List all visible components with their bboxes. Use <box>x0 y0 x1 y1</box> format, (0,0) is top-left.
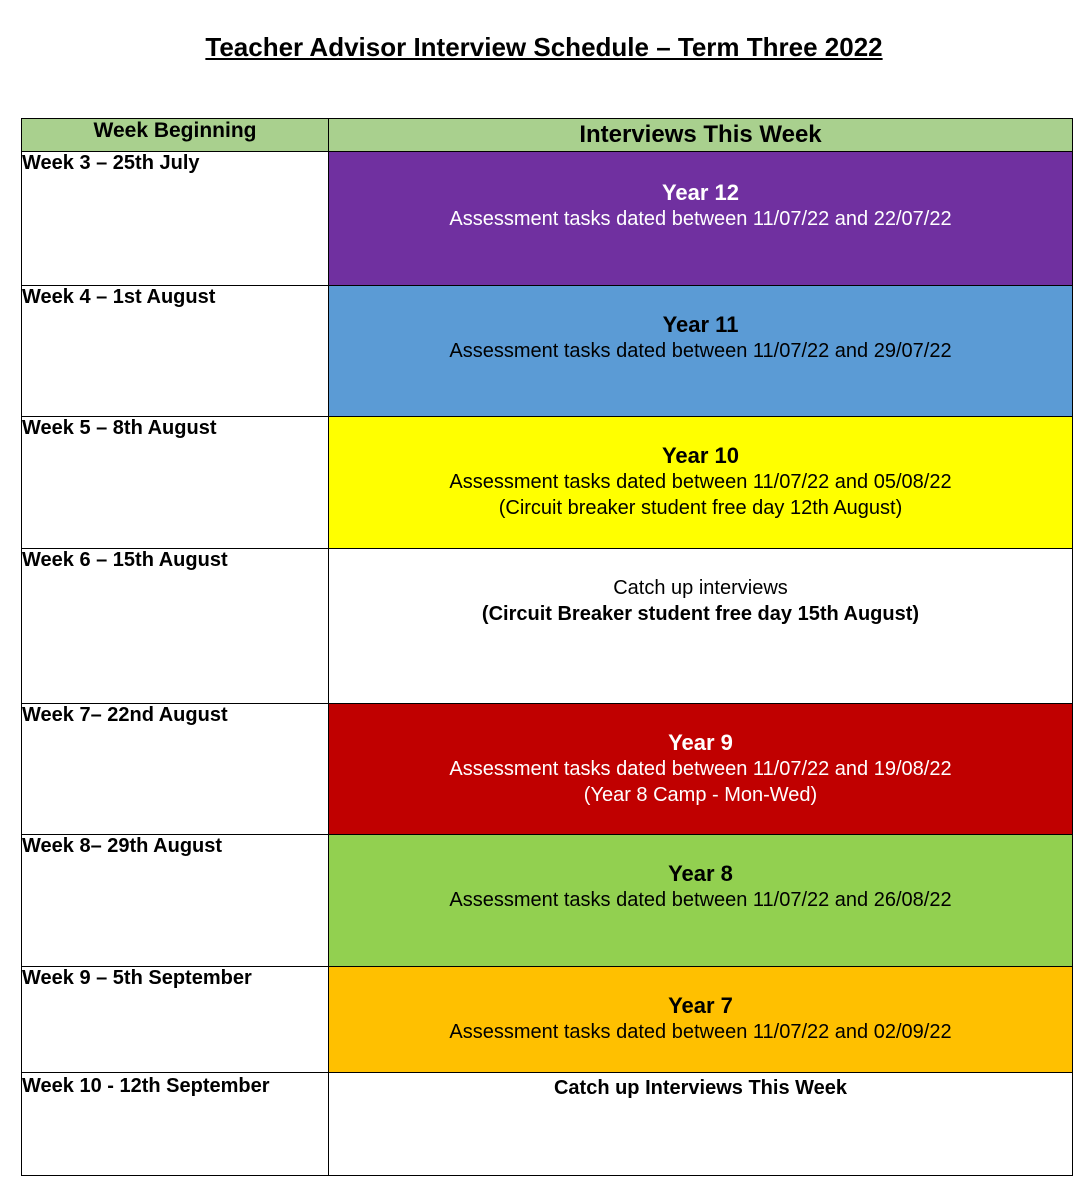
assessment-detail: Assessment tasks dated between 11/07/22 and 26/08/22 <box>449 889 952 911</box>
week-cell: Week 9 – 5th September <box>22 967 329 1073</box>
table-row <box>22 835 1073 967</box>
week-cell: Week 8– 29th August <box>22 835 329 967</box>
year-9-cell <box>329 704 1073 835</box>
week-cell: Week 6 – 15th August <box>22 549 329 704</box>
week-cell: Week 3 – 25th July <box>22 152 329 286</box>
year-label: Year 7 <box>668 993 733 1018</box>
table-row <box>22 152 1073 286</box>
year-7-cell <box>329 967 1073 1073</box>
assessment-detail: Assessment tasks dated between 11/07/22 and 02/09/22 <box>449 1021 952 1043</box>
week-cell: Week 4 – 1st August <box>22 286 329 417</box>
table-row <box>22 549 1073 704</box>
year-label: Year 12 <box>661 180 740 205</box>
catch-up-text: Catch up interviews <box>613 577 788 599</box>
assessment-detail: Assessment tasks dated between 11/07/22 and 29/07/22 <box>449 340 952 362</box>
year-label: Year 8 <box>668 861 733 886</box>
catch-up-cell <box>329 1073 1073 1176</box>
note-text: (Circuit Breaker student free day 15th August) <box>481 603 920 625</box>
week-cell: Week 5 – 8th August <box>22 417 329 549</box>
assessment-detail: Assessment tasks dated between 11/07/22 and 19/08/22 <box>449 758 952 780</box>
assessment-detail: Assessment tasks dated between 11/07/22 and 05/08/22 <box>449 471 952 493</box>
table-row <box>22 967 1073 1073</box>
year-11-cell <box>329 286 1073 417</box>
year-label: Year 10 <box>661 443 740 468</box>
assessment-detail: Assessment tasks dated between 11/07/22 and 22/07/22 <box>449 208 952 230</box>
interviews-header: Interviews This Week <box>329 119 1073 152</box>
year-10-cell <box>329 417 1073 549</box>
catch-up-cell <box>329 549 1073 704</box>
note-text: (Year 8 Camp - Mon-Wed) <box>583 784 818 806</box>
table-row <box>22 1073 1073 1176</box>
week-cell: Week 10 - 12th September <box>22 1073 329 1176</box>
header-row <box>22 119 1073 152</box>
year-12-cell <box>329 152 1073 286</box>
year-label: Year 11 <box>662 312 739 337</box>
table-row <box>22 286 1073 417</box>
week-cell: Week 7– 22nd August <box>22 704 329 835</box>
year-8-cell <box>329 835 1073 967</box>
schedule-table <box>21 118 1073 1176</box>
page-title: Teacher Advisor Interview Schedule – Term Three 2022 <box>205 32 883 62</box>
catch-up-text: Catch up Interviews This Week <box>553 1077 848 1099</box>
table-row <box>22 704 1073 835</box>
table-row <box>22 417 1073 549</box>
week-beginning-header: Week Beginning <box>22 119 329 152</box>
year-label: Year 9 <box>668 730 733 755</box>
note-text: (Circuit breaker student free day 12th August) <box>498 497 903 519</box>
